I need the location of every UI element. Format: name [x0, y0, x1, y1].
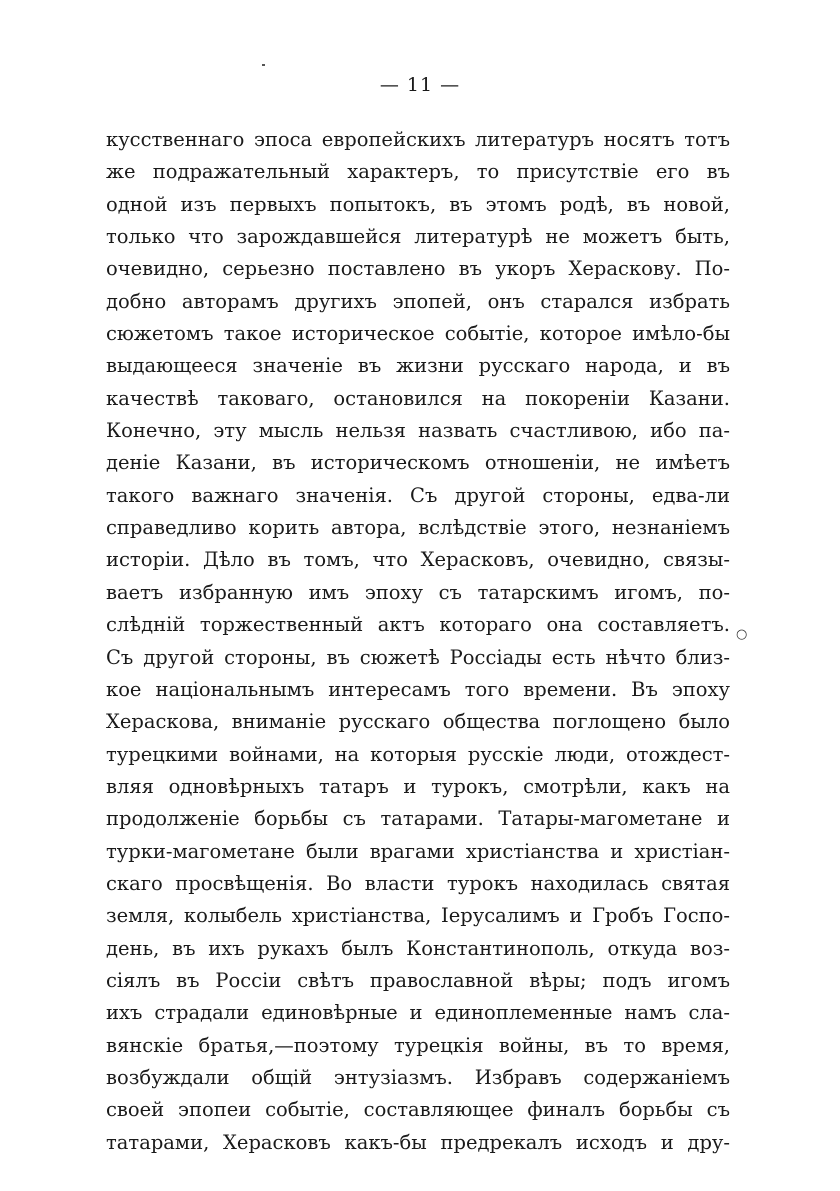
- text-line: турецкими войнами, на которыя русскіе люди, отождест-: [106, 742, 730, 766]
- text-line: кое національнымъ интересамъ того времени. Въ эпоху: [106, 677, 730, 701]
- body-text: [106, 124, 730, 1159]
- text-line: качествѣ таковаго, остановился на покореніи Казани.: [106, 386, 730, 410]
- text-line: исторіи. Дѣло въ томъ, что Херасковъ, очевидно, связы-: [106, 548, 730, 572]
- text-line: Хераскова, вниманіе русскаго общества поглощено было: [106, 710, 730, 734]
- text-line: ваетъ избранную имъ эпоху съ татарскимъ игомъ, по-: [106, 580, 730, 604]
- ink-speck: [262, 64, 265, 66]
- text-line: Конечно, эту мысль нельзя назвать счастливою, ибо па-: [106, 419, 730, 443]
- text-line: добно авторамъ другихъ эпопей, онъ старался избрать: [106, 289, 730, 313]
- text-line: только что зарождавшейся литературѣ не можетъ быть,: [106, 225, 730, 249]
- text-line: татарами, Херасковъ какъ-бы предрекалъ исходъ и дру-: [106, 1130, 730, 1154]
- text-line: слѣдній торжественный актъ котораго она составляетъ.: [106, 613, 730, 637]
- text-line: ихъ страдали единовѣрные и единоплеменные намъ сла-: [106, 1001, 730, 1025]
- text-line: вляя одновѣрныхъ татаръ и турокъ, смотрѣли, какъ на: [106, 774, 730, 798]
- text-line: вянскіе братья,—поэтому турецкія войны, въ то время,: [106, 1033, 730, 1057]
- text-line: земля, колыбель христіанства, Іерусалимъ и Гробъ Госпо-: [106, 904, 730, 928]
- text-line: возбуждали общій энтузіазмъ. Избравъ содержаніемъ: [106, 1065, 730, 1089]
- text-line: продолженіе борьбы съ татарами. Татары-магометане и: [106, 807, 730, 831]
- text-line: справедливо корить автора, вслѣдствіе этого, незнаніемъ: [106, 516, 730, 540]
- text-line: сіялъ въ Россіи свѣтъ православной вѣры; подъ игомъ: [106, 968, 730, 992]
- text-line: очевидно, серьезно поставлено въ укоръ Хераскову. По-: [106, 257, 730, 281]
- text-line: Съ другой стороны, въ сюжетѣ Россіады есть нѣчто близ-: [106, 645, 730, 669]
- text-line: сюжетомъ такое историческое событіе, которое имѣло-бы: [106, 322, 730, 346]
- text-line: турки-магометане были врагами христіанства и христіан-: [106, 839, 730, 863]
- text-line: день, въ ихъ рукахъ былъ Константинополь, откуда воз-: [106, 936, 730, 960]
- text-line: же подражательный характеръ, то присутствіе его въ: [106, 160, 730, 184]
- text-line: такого важнаго значенія. Съ другой стороны, едва-ли: [106, 483, 730, 507]
- margin-mark: ○: [736, 627, 748, 642]
- text-line: одной изъ первыхъ попытокъ, въ этомъ родѣ, въ новой,: [106, 192, 730, 216]
- text-line: скаго просвѣщенія. Во власти турокъ находилась святая: [106, 871, 730, 895]
- text-line: выдающееся значеніе въ жизни русскаго народа, и въ: [106, 354, 730, 378]
- text-line: кусственнаго эпоса европейскихъ литературъ носятъ тотъ: [106, 128, 730, 151]
- page-number: — 11 —: [379, 74, 461, 96]
- text-line: своей эпопеи событіе, составляющее финалъ борьбы съ: [106, 1098, 730, 1122]
- text-line: деніе Казани, въ историческомъ отношеніи, не имѣетъ: [106, 451, 730, 475]
